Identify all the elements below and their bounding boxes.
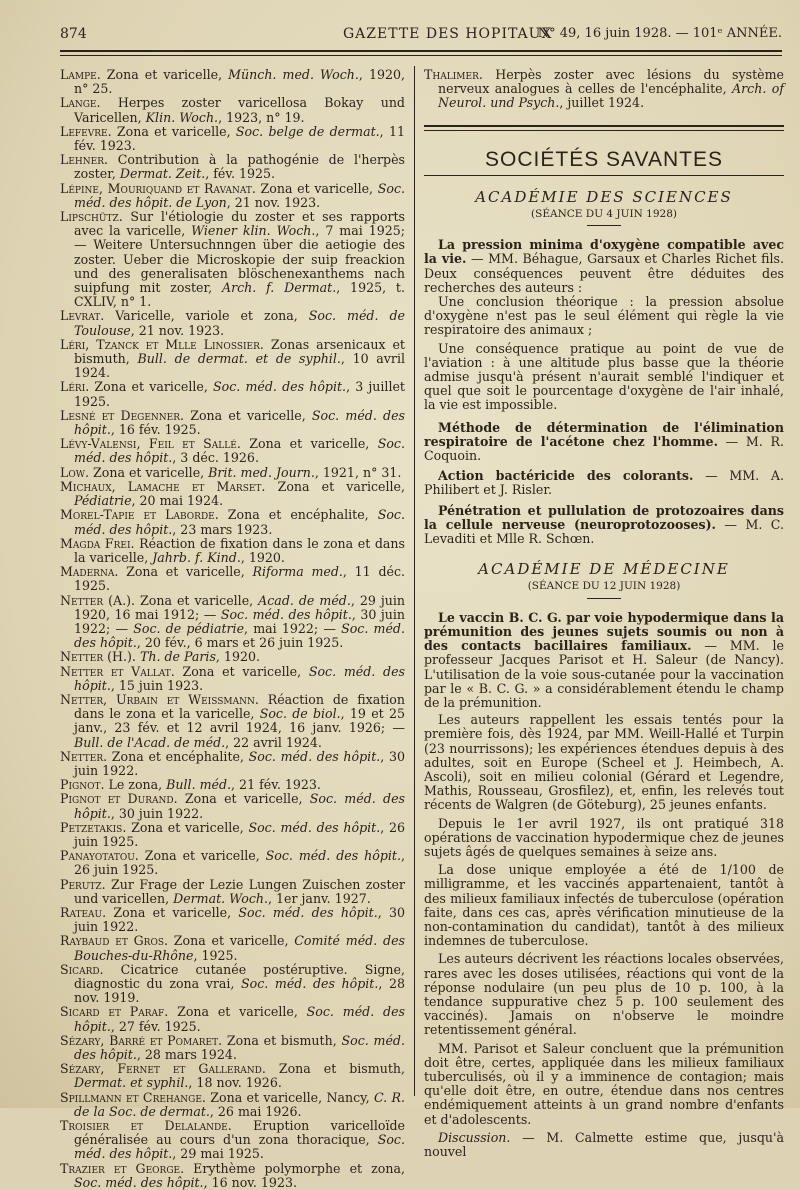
bibliography-entry: Lévy-Valensi, Feil et Sallé. Zona et varicelle, Soc. méd. des hôpit., 3 déc. 1926. [60,436,405,466]
page-number: 874 [60,26,87,42]
bibliography-entry: Netter, Urbain et Weissmann. Réaction de fixation dans le zona et la varicelle, Soc. de biol., 19 et 25 janv., 23 fév. et 12 avril 1924, 16 janv. 1926; — Bull. de l'Acad. de méd., 22 avril 1924. [60,691,405,750]
bibliography-entry: Netter. Zona et encéphalite, Soc. méd. des hôpit., 30 juin 1922. [60,748,405,778]
bibliography-entry: Lépine, Mouriquand et Ravanat. Zona et varicelle, Soc. méd. des hôpit. de Lyon, 21 nov. 1923. [60,180,406,210]
section-rule [424,125,784,127]
seance-date: (SÉANCE DU 12 JUIN 1928) [527,580,681,593]
item-colorants: Action bactéricide des colorants. — MM. A. Philibert et J. Risler. [424,468,784,498]
journal-title: GAZETTE DES HOPITAUX [343,26,553,42]
column-divider [414,66,415,1096]
section-title: SOCIÉTÉS SAVANTES [485,147,723,171]
paragraph: La dose unique employée a été de 1/100 de milligramme, et les vaccinés appartenaient, tantôt à des milieux familiaux infectés de tuberculose (opération faite, dans ces cas, après vérification minutieuse de la non-contamination du candidat), tantôt à des milieux indemnes de tuberculose. [424,862,784,949]
paragraph: Une conclusion théorique : la pression absolue d'oxygène n'est pas le seul élément qui règle la vie respiratoire des animaux ; [424,294,784,338]
paragraph: Les auteurs rappellent les essais tentés pour la première fois, dès 1924, par MM. Weill-Hallé et Turpin (23 nourrissons); les expériences étendues depuis à des adultes, soit en Europe (Scheel et J. Heimbech, A. Ascoli), soit en milieu colonial (Gérard et Legendre, Mathis, Rousseau, Grosfilez), et, enfin, les relevés tout récents de Walgren (de Göteburg), 25 jeunes enfants. [424,712,784,813]
bibliography-entry: Pignot et Durand. Zona et varicelle, Soc. méd. des hôpit., 30 juin 1922. [60,791,405,821]
item-acetone: Méthode de détermination de l'élimination respiratoire de l'acétone chez l'homme. — M. R. Coquoin. [424,419,784,464]
bibliography-entry: Netter (H.). Th. de Paris, 1920. [60,649,260,665]
section-title-rule [424,175,784,176]
bibliography-entry: Trazier et George. Erythème polymorphe et zona, Soc. méd. des hôpit., 16 nov. 1923. [60,1160,405,1190]
bibliography-entry: Lefevre. Zona et varicelle, Soc. belge de dermat., 11 fév. 1923. [60,123,405,154]
bibliography-entry: Sézary, Barré et Pomaret. Zona et bismuth, Soc. méd. des hôpit., 28 mars 1924. [60,1032,405,1063]
academie-medecine-title: ACADÉMIE DE MÉDECINE [478,560,730,579]
bibliography-entry: Petzetakis. Zona et varicelle, Soc. méd. des hôpit., 26 juin 1925. [60,819,406,849]
bibliography-entry: Lipschütz. Sur l'étiologie du zoster et ses rapports avec la varicelle, Wiener klin. Woch., 7 mai 1925; — Weitere Untersuchnngen über die aetiogie des zoster. Ueber die Microskopie der suip freackion und des generalisaten blöschenexanthems nach suipfung mit zoster, Arch. f. Dermat., 1925, t. CXLIV, n° 1. [60,209,405,310]
paragraph: MM. Parisot et Saleur concluent que la prémunition doit être, certes, appliquée dans les milieux familiaux tuberculisés, où il y a imminence de contagion; mais qu'elle doit être, en outre, étendue dans nos centres endémiquement atteints à un grand nombre d'enfants et d'adolescents. [424,1040,784,1127]
item-oxygen: La pression minima d'oxygène compatible avec la vie. — MM. Béhague, Garsaux et Charles Richet fils. Deux conséquences peuvent être déduites des recherches des auteurs : [424,237,784,295]
paragraph: Depuis le 1er avril 1927, ils ont pratiqué 318 opérations de vaccination hypodermique chez de jeunes sujets âgés de quelques semaines à seize ans. [424,815,784,859]
bibliography-entry: Lange. Herpes zoster varicellosa Bokay und Varicellen, Klin. Woch., 1923, n° 19. [60,95,405,125]
right-column [424,68,784,1163]
bibliography-entry: Troisier et Delalande. Eruption varicelloïde généralisée au cours d'un zona thoracique, Soc. méd. des hôpit., 29 mai 1925. [60,1118,405,1162]
issue-info: N° 49, 16 juin 1928. — 101ᵉ ANNÉE. [537,26,782,41]
bibliography-entry: Rateau. Zona et varicelle, Soc. méd. des hôpit., 30 juin 1922. [60,904,405,935]
bibliography-entry: Léri, Tzanck et Mlle Linossier. Zonas arsenicaux et bismuth, Bull. de dermat. et de syphil., 10 avril 1924. [60,336,405,381]
bibliography-entry: Low. Zona et varicelle, Brit. med. Journ., 1921, n° 31. [60,464,402,480]
item-bcg: Le vaccin B. C. G. par voie hypodermique dans la prémunition des jeunes sujets soumis ou non à des contacts bacillaires familiaux. — MM. le professeur Jacques Parisot et H. Saleur (de Nancy). L'utilisation de la voie sous-cutanée pour la vaccination par le « B. C. G. » a considérablement étendu le champ de la prémunition. [424,609,784,710]
bibliography-entry: Sézary, Fernet et Gallerand. Zona et bismuth, Dermat. et syphil., 18 nov. 1926. [60,1061,405,1091]
bibliography-entry: Morel-Tapie et Laborde. Zona et encéphalite, Soc. méd. des hôpit., 23 mars 1923. [60,507,405,537]
section-rule-thin [424,130,784,131]
paragraph: Une conséquence pratique au point de vue de l'aviation : à une altitude plus basse que la théorie admise jusqu'à présent n'aurait semblé l'indiquer et quel que soit le pourcentage d'oxygène de l'air inhalé, la vie est impossible. [424,340,784,413]
bibliography-entry: Netter (A.). Zona et varicelle, Acad. de méd., 29 juin 1920, 16 mai 1912; — Soc. méd. des hôpit., 30 juin 1922; — Soc. de pédiatrie, mai 1922; — Soc. méd. des hôpit., 20 fév., 6 mars et 26 juin 1925. [60,592,406,651]
seance-date: (SÉANCE DU 4 JUIN 1928) [531,208,677,221]
bibliography-entry: Thalimer. Herpès zoster avec lésions du système nerveux analogues à celles de l'encéphalite, Arch. of Neurol. und Psych., juillet 1924. [424,67,784,111]
page-header [60,26,782,50]
bibliography-entry: Sicard. Cicatrice cutanée postéruptive. Signe, diagnostic du zona vrai, Soc. méd. des hôpit., 28 nov. 1919. [60,961,405,1006]
bibliography-entry: Pignot. Le zona, Bull. méd., 21 fév. 1923. [60,777,321,793]
bibliography-entry: Lehner. Contribution à la pathogénie de l'herpès zoster, Dermat. Zeit., fév. 1925. [60,152,405,182]
short-divider [587,598,621,599]
bibliography-entry: Perutz. Zur Frage der Lezie Lungen Zuischen zoster und varicellen, Dermat. Woch., 1er janv. 1927. [60,876,405,906]
item-protozoaires: Pénétration et pullulation de protozoaires dans la cellule nerveuse (neuroprotozooses). — M. C. Levaditi et Mlle R. Schœn. [424,502,784,547]
bibliography-entry: Magda Frei. Réaction de fixation dans le zona et dans la varicelle, Jahrb. f. Kind., 1920. [60,535,405,565]
bibliography-entry: Raybaud et Gros. Zona et varicelle, Comité méd. des Bouches-du-Rhône, 1925. [60,933,406,963]
bibliography-entry: Maderna. Zona et varicelle, Riforma med., 11 déc. 1925. [60,564,406,594]
bibliography-entry: Lampe. Zona et varicelle, Münch. med. Woch., 1920, n° 25. [60,67,405,97]
bibliography-entry: Spillmann et Crehange. Zona et varicelle, Nancy, C. R. de la Soc. de dermat., 26 mai 1926. [60,1089,405,1119]
header-rule-thin [60,55,782,56]
bibliography-entry: Levrat. Varicelle, variole et zona, Soc. méd. de Toulouse, 21 nov. 1923. [60,308,405,338]
short-divider [587,225,621,226]
bibliography-entry: Léri. Zona et varicelle, Soc. méd. des hôpit., 3 juillet 1925. [60,379,405,409]
paragraph: Les auteurs décrivent les réactions locales observées, rares avec les doses utilisées, réactions qui vont de la réponse nodulaire (un peu plus de 10 p. 100, à la tendance suppurative chez 5 p. 100 seulement des vaccinés). Jamais on n'observe le moindre retentissement général. [424,951,784,1038]
academie-sciences-title: ACADÉMIE DES SCIENCES [475,187,733,206]
discussion: Discussion. — M. Calmette estime que, jusqu'à nouvel [424,1129,784,1159]
bibliography-column [60,68,405,1190]
bibliography-entry: Michaux, Lamache et Marset. Zona et varicelle, Pédiatrie, 20 mai 1924. [60,478,405,509]
bibliography-entry: Panayotatou. Zona et varicelle, Soc. méd. des hôpit., 26 juin 1925. [60,848,405,878]
bibliography-entry: Lesné et Degenner. Zona et varicelle, Soc. méd. des hôpit., 16 fév. 1925. [60,407,405,438]
bibliography-entry: Sicard et Paraf. Zona et varicelle, Soc. méd. des hôpit., 27 fév. 1925. [60,1004,405,1034]
header-rule [60,50,782,52]
bibliography-entry: Netter et Vallat. Zona et varicelle, Soc. méd. des hôpit., 15 juin 1923. [60,663,406,693]
